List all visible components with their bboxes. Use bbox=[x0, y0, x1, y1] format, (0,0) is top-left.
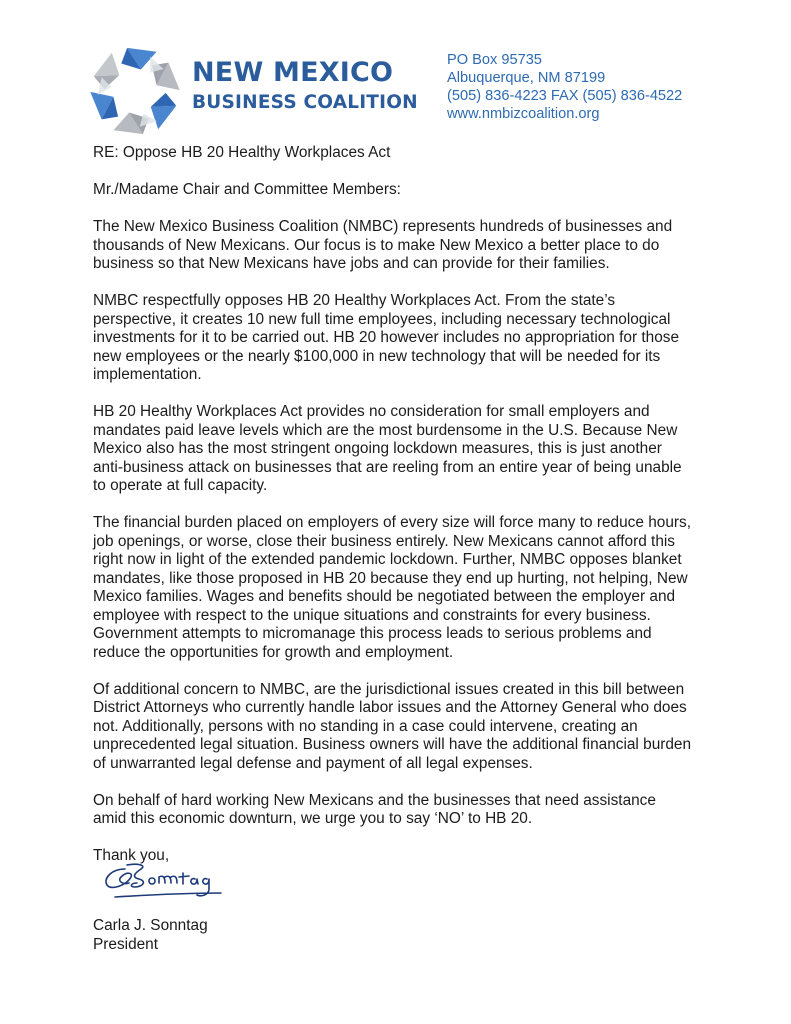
paragraph-financial-burden bbox=[93, 514, 743, 662]
website-link[interactable]: www.nmbizcoalition.org bbox=[447, 106, 600, 122]
org-name: NEW MEXICO bbox=[192, 57, 394, 88]
paragraph-opposition bbox=[93, 292, 743, 385]
text-line: mandates paid leave levels which are the most burdensome in the U.S. Because New bbox=[93, 421, 678, 439]
text-line: On behalf of hard working New Mexicans and the businesses that need assistance bbox=[93, 791, 656, 809]
text-line: unprecedented legal situation. Business owners will have the additional financial burden bbox=[93, 736, 692, 753]
text-line: employee with respect to the unique situations and constraints for every business. bbox=[93, 606, 651, 624]
text-line: investments for it to be carried out. HB 20 however includes no appropriation for those bbox=[93, 329, 680, 346]
text-line: of unwarranted legal defense and payment of all legal expenses. bbox=[93, 754, 533, 772]
org-subname: BUSINESS COALITION bbox=[192, 92, 418, 113]
text-line: HB 20 Healthy Workplaces Act provides no consideration for small employers and bbox=[93, 403, 650, 420]
text-line: reduce the opportunities for growth and employment. bbox=[93, 643, 454, 661]
text-line: The financial burden placed on employers of every size will force many to reduce hours, bbox=[93, 514, 691, 531]
text-line: District Attorneys who currently handle labor issues and the Attorney General who does bbox=[93, 699, 687, 716]
address-line-1: PO Box 95735 bbox=[447, 52, 542, 68]
letterhead bbox=[0, 0, 791, 140]
text-line: anti-business attack on businesses that are reeling from an entire year of being unable bbox=[93, 458, 682, 476]
text-line: not. Additionally, persons with no standing in a case could intervene, creating an bbox=[93, 717, 638, 735]
text-line: to operate at full capacity. bbox=[93, 477, 268, 494]
text-line: job openings, or worse, close their business entirely. New Mexicans cannot afford this bbox=[93, 532, 676, 550]
closing: Thank you, bbox=[93, 847, 170, 864]
letter-body bbox=[93, 144, 743, 884]
signer-name: Carla J. Sonntag bbox=[93, 917, 208, 934]
handwritten-signature-icon bbox=[97, 855, 237, 905]
text-line: new employees or the nearly $100,000 in new technology that will be needed for its bbox=[93, 347, 661, 365]
text-line: NMBC respectfully opposes HB 20 Healthy Workplaces Act. From the state’s bbox=[93, 292, 616, 309]
text-line: The New Mexico Business Coalition (NMBC) represents hundreds of businesses and bbox=[93, 218, 673, 235]
text-line: thousands of New Mexicans. Our focus is to make New Mexico a better place to do bbox=[93, 236, 660, 254]
text-line: perspective, it creates 10 new full time employees, including necessary technological bbox=[93, 310, 671, 328]
text-line: Mexico also has the most stringent ongoing lockdown measures, this is just another bbox=[93, 440, 662, 457]
paragraph-jurisdiction bbox=[93, 681, 743, 774]
text-line: business so that New Mexicans have jobs and can provide for their families. bbox=[93, 255, 610, 272]
text-line: right now in light of the extended pandemic lockdown. Further, NMBC opposes blanket bbox=[93, 551, 682, 568]
contact-block bbox=[447, 51, 682, 123]
text-line: Government attempts to micromanage this process leads to serious problems and bbox=[93, 625, 652, 642]
salutation: Mr./Madame Chair and Committee Members: bbox=[93, 181, 401, 198]
signer-block bbox=[93, 917, 208, 954]
paragraph-intro bbox=[93, 218, 743, 274]
text-line: Of additional concern to NMBC, are the jurisdictional issues created in this bill between bbox=[93, 680, 685, 698]
text-line: implementation. bbox=[93, 366, 202, 383]
signer-title: President bbox=[93, 935, 159, 953]
paragraph-small-employers bbox=[93, 403, 743, 496]
org-logo-text bbox=[192, 57, 418, 114]
address-line-2: Albuquerque, NM 87199 bbox=[447, 70, 606, 86]
subject-line: RE: Oppose HB 20 Healthy Workplaces Act bbox=[93, 144, 391, 161]
swirl-logo-icon bbox=[86, 42, 184, 140]
paragraph-conclusion bbox=[93, 792, 743, 829]
text-line: Mexico families. Wages and benefits should be negotiated between the employer and bbox=[93, 588, 676, 605]
text-line: mandates, like those proposed in HB 20 because they end up hurting, not helping, New bbox=[93, 569, 688, 587]
text-line: amid this economic downturn, we urge you to say ‘NO’ to HB 20. bbox=[93, 810, 533, 827]
phone-fax: (505) 836-4223 FAX (505) 836-4522 bbox=[447, 88, 683, 104]
